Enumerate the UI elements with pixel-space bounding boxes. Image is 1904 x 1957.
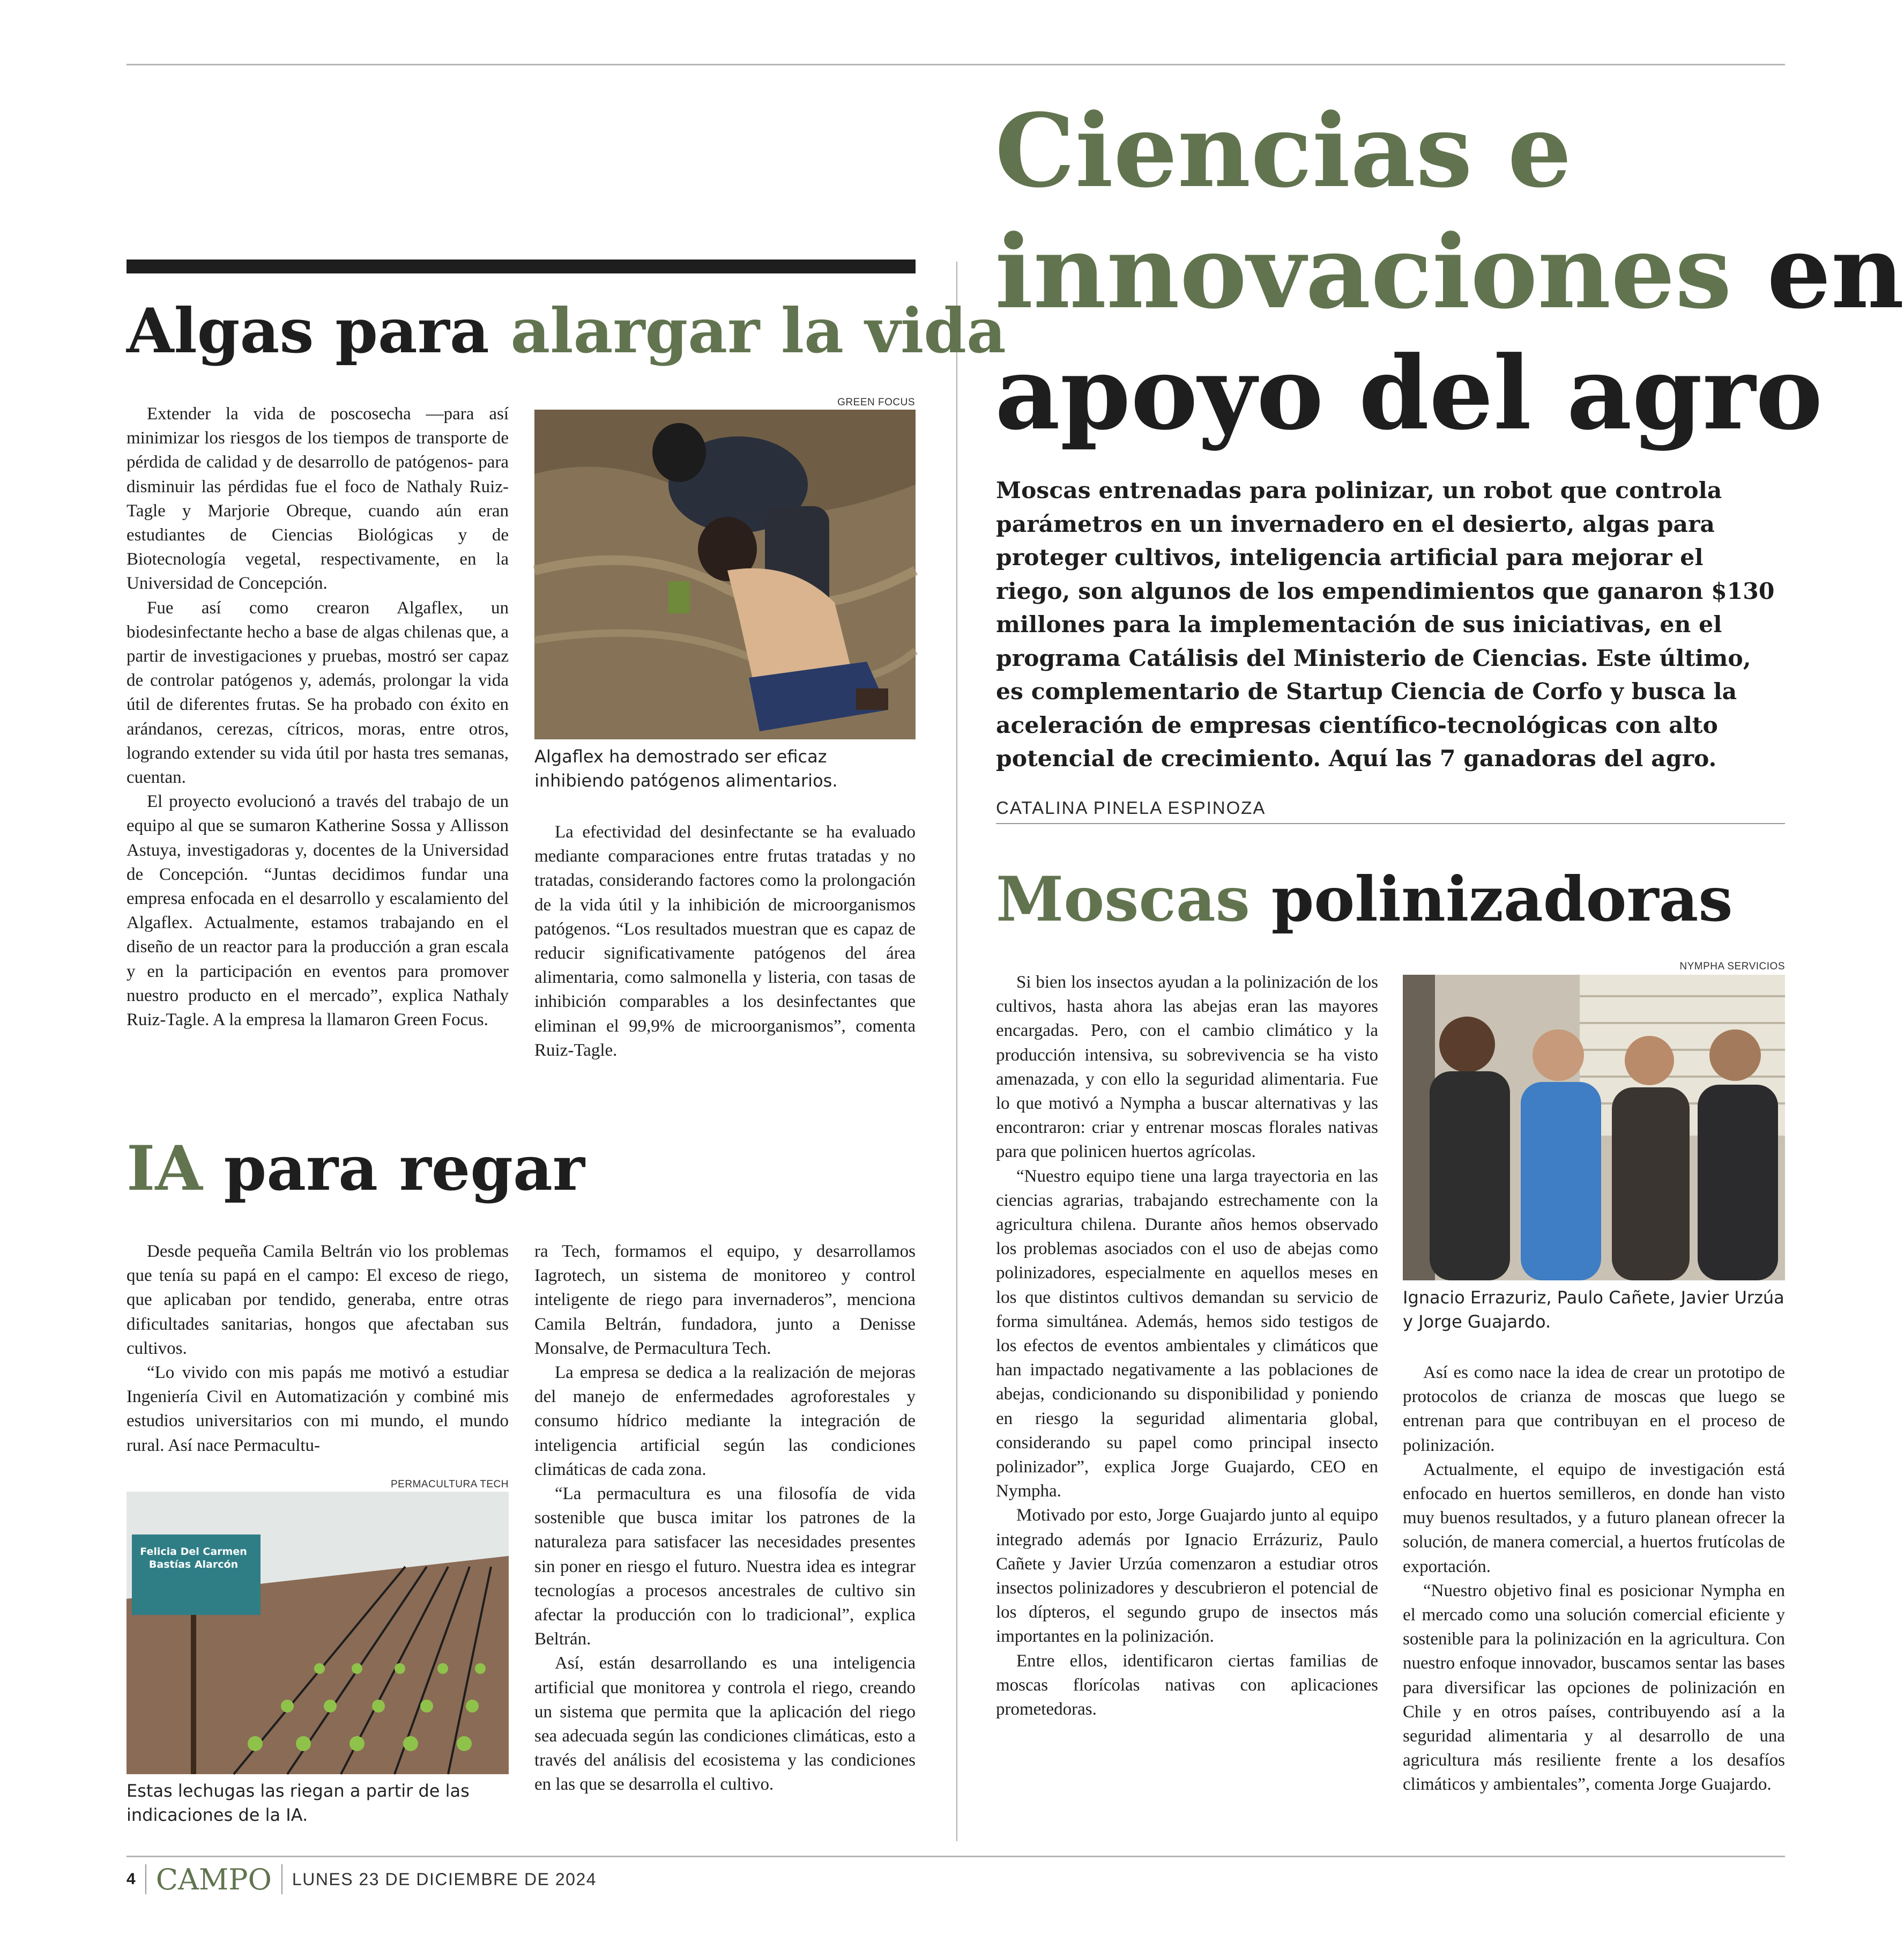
- main-byline: CATALINA PINELA ESPINOZA: [996, 798, 1266, 818]
- ia-photo-image: [127, 1492, 509, 1774]
- algas-top-bar: [127, 260, 916, 273]
- sign-line-1: Felicia Del Carmen: [140, 1546, 247, 1558]
- ia-photo: [127, 1492, 509, 1774]
- paragraph: Extender la vida de poscosecha —para así minimizar los riesgos de los tiempos de transporte de pérdida de calidad y de desarrollo de patógenos- para disminuir las pérdidas fue el foco de Nathaly Ruiz-Tagle y Marjorie Obreque, cuando aún eran estudiantes de Ciencias Biológicas y de Biotecnología vegetal, respectivamente, en la Universidad de Concepción.: [127, 404, 509, 594]
- algas-title: [127, 295, 1006, 367]
- moscas-photo-credit: NYMPHA SERVICIOS: [1679, 961, 1785, 972]
- footer-date: LUNES 23 DE DICIEMBRE DE 2024: [292, 1869, 597, 1889]
- footer: [127, 1860, 597, 1898]
- footer-rule: [127, 1856, 1785, 1857]
- paragraph: La empresa se dedica a la realización de mejoras del manejo de enfermedades agroforestales y consumo hídrico mediante la integración de inteligencia artificial según las condiciones climáticas de cada zona.: [534, 1363, 916, 1479]
- paragraph: Si bien los insectos ayudan a la polinización de los cultivos, hasta ahora las abejas eran las mayores encargadas. Pero, con el cambio climático y la producción intensiva, su sobrevivencia se ha visto amenazada, y con ello la seguridad alimentaria. Fue lo que motivó a Nympha a buscar alternativas y las encontraron: criar y entrenar moscas florales nativas para que polinicen huertos agrícolas.: [996, 973, 1378, 1162]
- paragraph: “La permacultura es una filosofía de vida sostenible que busca imitar los patrones de la naturaleza para satisfacer las necesidades presentes sin poner en riesgo el futuro. Nuestra idea es integrar tecnologías a procesos ancestrales de cultivo sin afectar la producción con lo tradicional”, explica Beltrán.: [534, 1484, 916, 1649]
- main-title-line2: [995, 213, 1904, 331]
- main-title-line1: Ciencias e: [995, 92, 1572, 210]
- main-title-line2-dark: en: [1767, 213, 1904, 331]
- paragraph: “Nuestro objetivo final es posicionar Nympha en el mercado como una solución comercial eficiente y sostenible para la polinización en la agricultura. Con nuestro enfoque innovador, buscamos sentar las bases para diversificar las opciones de polinización en Chile y en otros países, contribuyendo así a la seguridad alimentaria y al desarrollo de una agricultura más resiliente frente a los desafíos climáticos y ambientales”, comenta Jorge Guajardo.: [1403, 1581, 1785, 1795]
- main-title-line2-green: innovaciones: [995, 213, 1732, 331]
- algas-title-green: alargar la vida: [510, 295, 1006, 367]
- ia-title-dark: para regar: [224, 1132, 585, 1204]
- ia-title-green: IA: [127, 1132, 203, 1204]
- ia-photo-credit: PERMACULTURA TECH: [391, 1479, 509, 1490]
- paragraph: Desde pequeña Camila Beltrán vio los problemas que tenía su papá en el campo: El exceso de riego, que aplicaban por tendido, generaba, entre otras dificultades sanitarias, hongos que afectaban sus cultivos.: [127, 1242, 509, 1358]
- paragraph: ra Tech, formamos el equipo, y desarrollamos Iagrotech, un sistema de monitoreo y control inteligente de riego para invernaderos”, menciona Camila Beltrán, fundadora, junto a Denisse Monsalve, de Permacultura Tech.: [534, 1242, 916, 1358]
- algas-photo-credit: GREEN FOCUS: [837, 397, 915, 408]
- top-rule: [127, 64, 1785, 65]
- paragraph: Así, están desarrollando es una inteligencia artificial que monitorea y controla el riego, creando un sistema que permita que la aplicación del riego sea adecuada según las condiciones climáticas, esto a través del análisis del ecosistema y las condiciones en las que se desarrolla el cultivo.: [534, 1654, 916, 1795]
- ia-title: [127, 1132, 585, 1204]
- ia-column-1: [127, 1240, 509, 1458]
- algas-column-1: [127, 402, 509, 1032]
- paragraph: “Nuestro equipo tiene una larga trayectoria en las ciencias agrarias, trabajando estrechamente con la agricultura chilena. Durante años hemos observado los problemas asociados con el uso de abejas como polinizadores, especialmente en aquellos meses en los que distintos cultivos demandan su servicio de forma simultánea. Además, hemos sido testigos de los efectos de eventos ambientales y climáticos que han impactado negativamente a las poblaciones de abejas, condicionando su disponibilidad y poniendo en riesgo la seguridad alimentaria global, considerando su papel como principal insecto polinizador”, explica Jorge Guajardo, CEO en Nympha.: [996, 1166, 1378, 1501]
- paragraph: La efectividad del desinfectante se ha evaluado mediante comparaciones entre frutas tratadas y no tratadas, considerando factores como la prolongación de la vida útil y la inhibición de microorganismos patógenos. “Los resultados muestran que es capaz de reducir significativamente patógenos del área alimentaria, como salmonella y listeria, con tasas de inhibición comparables a los desinfectantes que eliminan el 99,9% de microorganismos”, comenta Ruiz-Tagle.: [534, 822, 916, 1060]
- paragraph: Actualmente, el equipo de investigación está enfocado en huertos semilleros, en donde han visto muy buenos resultados, y a futuro planean ofrecer la solución, de manera comercial, a huertos frutícolas de exportación.: [1403, 1459, 1785, 1576]
- ia-caption: Estas lechugas las riegan a partir de las indicaciones de la IA.: [127, 1781, 470, 1825]
- moscas-photo-image: [1403, 975, 1785, 1280]
- sign-line-2: Bastías Alarcón: [148, 1559, 239, 1570]
- moscas-column-1: [996, 970, 1378, 1722]
- paragraph: “Lo vivido con mis papás me motivó a estudiar Ingeniería Civil en Automatización y combiné mis estudios universitarios con mi mundo, el mundo rural. Así nace Permacultu-: [127, 1363, 509, 1455]
- byline-rule: [996, 823, 1785, 824]
- main-title: [995, 92, 1904, 453]
- paragraph: Entre ellos, identificaron ciertas familias de moscas florícolas nativas con aplicaciones prometedoras.: [996, 1651, 1378, 1719]
- footer-divider: [145, 1864, 146, 1894]
- algas-photo: [534, 410, 916, 739]
- moscas-title-dark: polinizadoras: [1271, 863, 1733, 935]
- paragraph: Así es como nace la idea de crear un prototipo de protocolos de crianza de moscas que luego se entrenan para que contribuyan en el proceso de polinización.: [1403, 1363, 1785, 1455]
- algas-title-dark: Algas para: [127, 295, 489, 367]
- algas-photo-image: [534, 410, 916, 739]
- moscas-photo: [1403, 975, 1785, 1280]
- algas-caption: Algaflex ha demostrado ser eficaz inhibiendo patógenos alimentarios.: [534, 746, 838, 791]
- moscas-title: [996, 863, 1733, 935]
- page-number: 4: [127, 1870, 136, 1888]
- paragraph: Motivado por esto, Jorge Guajardo junto al equipo integrado además por Ignacio Errázuriz, Paulo Cañete y Javier Urzúa comenzaron a estudiar otros insectos polinizadores y descubrieron el potencial de los dípteros, el segundo grupo de insectos más importantes en la polinización.: [996, 1506, 1378, 1647]
- footer-divider: [281, 1864, 282, 1894]
- moscas-title-green: Moscas: [996, 863, 1250, 935]
- main-title-line3: apoyo del agro: [995, 334, 1823, 453]
- ia-photo-sign: [132, 1545, 255, 1571]
- section-name: CAMPO: [155, 1862, 272, 1896]
- moscas-column-2: [1403, 1361, 1785, 1797]
- algas-column-2: [534, 820, 916, 1063]
- main-lead: Moscas entrenadas para polinizar, un robot que controla parámetros en un invernadero en el desierto, algas para proteger cultivos, inteligencia artificial para mejorar el riego, son algunos de los empendimientos que ganaron $130 millones para la implementación de sus iniciativas, en el programa Catálisis del Ministerio de Ciencias. Este último, es complementario de Startup Ciencia de Corfo y busca la aceleración de empresas científico-tecnológicas con alto potencial de crecimiento. Aquí las 7 ganadoras del agro.: [996, 477, 1775, 772]
- moscas-caption: Ignacio Errazuriz, Paulo Cañete, Javier Urzúa y Jorge Guajardo.: [1403, 1287, 1784, 1332]
- paragraph: El proyecto evolucionó a través del trabajo de un equipo al que se sumaron Katherine Sossa y Allisson Astuya, investigadoras y, docentes de la Universidad de Concepción. “Juntas decidimos fundar una empresa enfocada en el desarrollo y escalamiento del Algaflex. Actualmente, estamos trabajando en el diseño de un reactor para la producción a gran escala y en la participación en eventos para promover nuestro producto en el mercado”, explica Nathaly Ruiz-Tagle. A la empresa la llamaron Green Focus.: [127, 792, 509, 1030]
- ia-column-2: [534, 1240, 916, 1797]
- paragraph: Fue así como crearon Algaflex, un biodesinfectante hecho a base de algas chilenas que, a partir de investigaciones y pruebas, mostró ser capaz de controlar patógenos y, además, prolongar la vida útil de diferentes frutas. Se ha probado con éxito en arándanos, cerezas, cítricos, moras, entre otros, logrando extender su vida útil por hasta tres semanas, cuentan.: [127, 598, 509, 788]
- column-divider: [956, 262, 957, 1841]
